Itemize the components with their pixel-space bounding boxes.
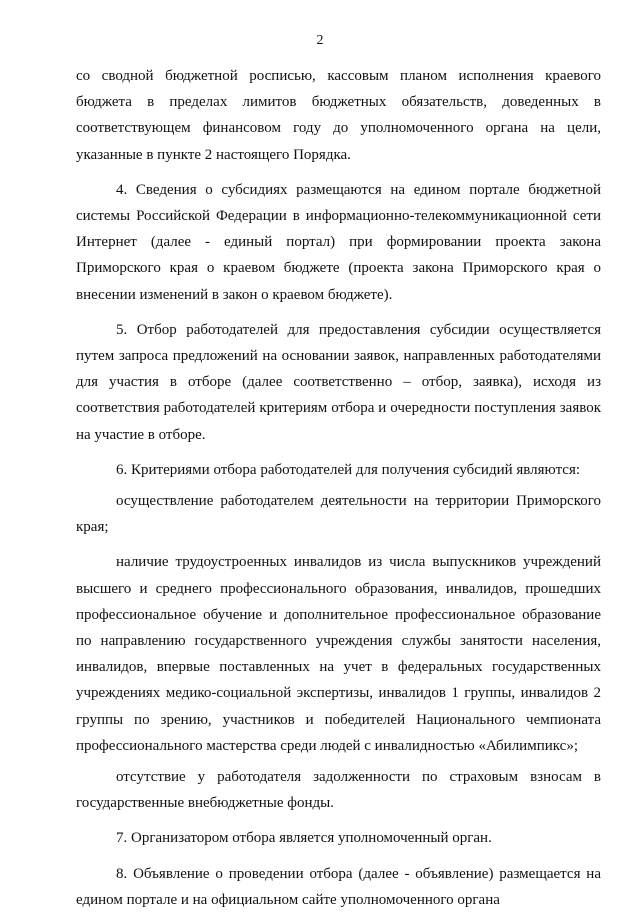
paragraph-item-7: 7. Организатором отбора является уполномоченный орган. (116, 830, 492, 847)
page-number: 2 (316, 33, 324, 48)
criterion-employed-disabled: наличие трудоустроенных инвалидов из числа выпускников учреждений высшего и среднего профессионального образования, инвалидов, прошедших профессиональное обучение и дополнительное профессиональное образование по направлению государственного учреждения службы занятости населения, инвалидов, впервые поставленных на учет в федеральных государственных учреждениях медико-социальной экспертизы, инвалидов 1 группы, инвалидов 2 группы по зрению, участников и победителей Национального чемпионата профессионального мастерства среди людей с инвалидностью «Абилимпикс»; (76, 554, 601, 754)
paragraph-item-8: 8. Объявление о проведении отбора (далее - объявление) размещается на едином портале и на официальном сайте уполномоченного органа (76, 865, 601, 908)
paragraph-item-6: 6. Критериями отбора работодателей для получения субсидий являются: (116, 461, 581, 478)
paragraph-item-5: 5. Отбор работодателей для предоставления субсидии осуществляется путем запроса предложений на основании заявок, направленных работодателями для участия в отборе (далее соответственно – отбор, заявка), исходя из соответствия работодателей критериям отбора и очередности поступления заявок на участие в отборе. (76, 321, 601, 443)
document-body (76, 63, 601, 913)
paragraph-item-4: 4. Сведения о субсидиях размещаются на едином портале бюджетной системы Российской Федерации в информационно-телекоммуникационной сети Интернет (далее - единый портал) при формировании проекта закона Приморского края о краевом бюджете (проекта закона Приморского края о внесении изменений в закон о краевом бюджете). (76, 181, 601, 303)
criterion-territory: осуществление работодателем деятельности на территории Приморского края; (76, 493, 601, 536)
criterion-no-debt: отсутствие у работодателя задолженности по страховым взносам в государственные внебюджетные фонды. (76, 769, 601, 812)
paragraph-continuation: со сводной бюджетной росписью, кассовым планом исполнения краевого бюджета в пределах лимитов бюджетных обязательств, доведенных в соответствующем финансовом году до уполномоченного органа на цели, указанные в пункте 2 настоящего Порядка. (76, 68, 601, 163)
